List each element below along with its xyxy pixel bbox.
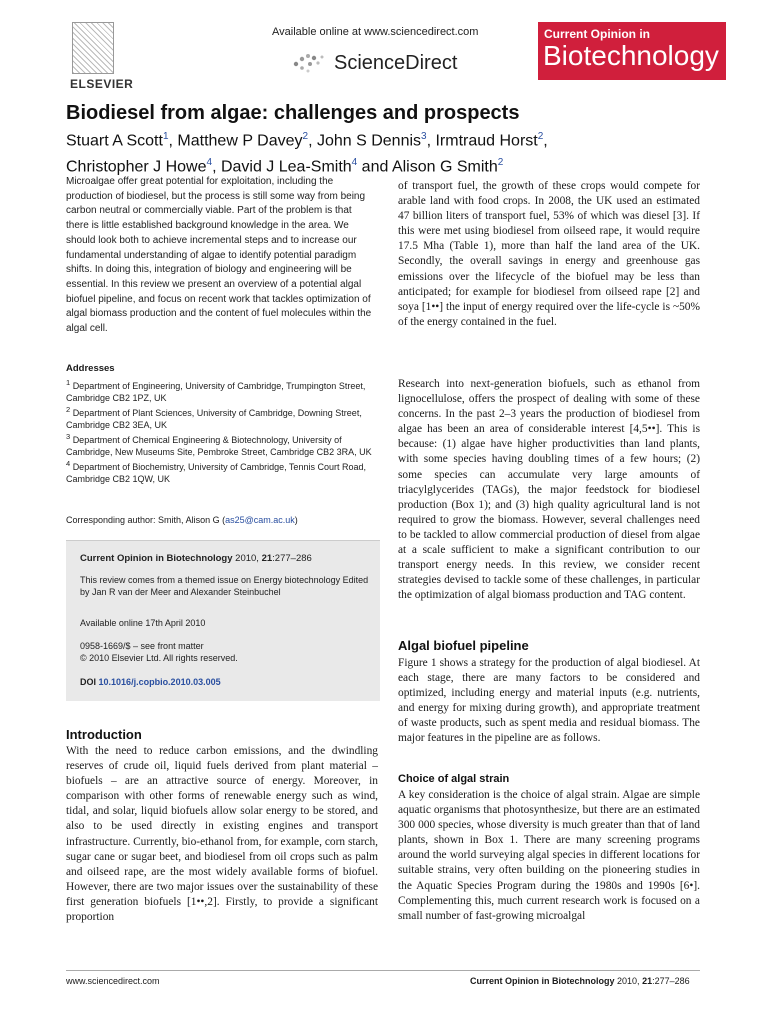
- addresses-list: [66, 377, 376, 485]
- introduction-heading: Introduction: [66, 727, 142, 742]
- author-line-2: Christopher J Howe$^4$, David J Lea-Smith$^4$ and Alison G Smith$^2$: [66, 157, 504, 176]
- address-item: $^4$ Department of Biochemistry, University of Cambridge, Tennis Court Road, Cambridge CB2 1QW, UK: [66, 459, 366, 484]
- citation-line: Current Opinion in Biotechnology 2010, 21:277–286: [80, 553, 312, 564]
- paragraph-transport-fuel: of transport fuel, the growth of these crops would compete for arable land with food crops. In 2008, the UK used an estimated 47 billion liters of transport fuel, 53% of which was diesel [3]. If this were met using biodiesel from oilseed rape, it would require 17.5 Mha (Table 1), more than half the land area of the UK. Secondly, the overall savings in energy and greenhouse gas emissions over the lifecycle of the biofuel may be less than anticipated; for example for biodiesel from oilseed rape [2] and soya [1••] the input of energy required over the life-cycle is ~50% of the energy contained in the fuel.: [398, 180, 700, 328]
- author-affiliation[interactable]: 4: [351, 157, 358, 169]
- author-list: [66, 126, 706, 179]
- footer-url[interactable]: www.sciencedirect.com: [66, 976, 160, 986]
- author-name: Stuart A Scott: [66, 132, 163, 150]
- corresponding-email-link[interactable]: as25@cam.ac.uk: [225, 515, 295, 525]
- sciencedirect-dots-icon: [290, 52, 330, 74]
- address-item: $^3$ Department of Chemical Engineering & Biotechnology, University of Cambridge, New Museums Site, Pembroke Street, Cambridge CB2 3RA, UK: [66, 432, 372, 457]
- addresses-heading: Addresses: [66, 363, 115, 374]
- themed-issue-text: This review comes from a themed issue on Energy biotechnology Edited by Jan R van der Meer and Alexander Steinbuchel: [80, 575, 369, 597]
- introduction-text: With the need to reduce carbon emissions, and the dwindling reserves of crude oil, liquid fuels derived from plant material – biofuels – are an attractive source of energy. Moreover, in comparison with other forms of renewable energy such as wind, tidal, and solar, liquid biofuels allow solar energy to be stored, and also to be used directly in existing engines and transport infrastructure. Currently, bio-ethanol from, for example, corn starch, sugar cane or sugar beet, and biodiesel from oil crops such as palm and oilseed rape, are the most widely available forms of biofuel. However, there are two major issues over the sustainability of these first generation biofuels [1••,2]. Firstly, to provide a significant proportion: [66, 745, 378, 924]
- author-name: Matthew P Davey: [177, 132, 303, 150]
- doi-link[interactable]: 10.1016/j.copbio.2010.03.005: [98, 677, 221, 687]
- author-affiliation[interactable]: 2: [537, 131, 544, 142]
- author-line-1: Stuart A Scott$^1$, Matthew P Davey$^2$, John S Dennis$^3$, Irmtraud Horst$^2$,: [66, 131, 548, 150]
- author-affiliation[interactable]: 1: [162, 131, 169, 142]
- author-name: Irmtraud Horst: [435, 132, 538, 150]
- doi-line: DOI 10.1016/j.copbio.2010.03.005: [80, 677, 221, 687]
- elsevier-tree-logo: [72, 22, 114, 74]
- footer-rule: [66, 970, 700, 971]
- pipeline-text: Figure 1 shows a strategy for the production of algal biodiesel. At each stage, there are many factors to be considered and optimized, including energy and material inputs (e.g. nutrients, and energy for mixing during growth), and appropriate treatment of waste products, such as spent media and residual biomass. The major features in the pipeline are as follows.: [398, 657, 700, 745]
- pipeline-heading: Algal biofuel pipeline: [398, 638, 529, 653]
- journal-banner-line2: Biotechnology: [543, 40, 719, 71]
- paragraph-next-generation: Research into next-generation biofuels, such as ethanol from lignocellulose, offers the prospect of dealing with some of these concerns. In the past 2–3 years the production of biodiesel from algae has been an area of considerable interest [4,5••]. This is because: (1) algae have higher productivities than land plants, with some species having doubling times of a few hours; (2) some species can accumulate very large amounts of triacylglycerides (TAGs), the major feedstock for biodiesel production (Box 1); and (3) high quality agricultural land is not required to grow the biomass. However, several challenges need to be tackled to allow commercial production of diesel from algae at a scale sufficient to make a significant contribution to our transport energy needs. In this review, we consider recent strategies devised to tackle some of these challenges, in particular the optimization of algal biomass production and TAG content.: [398, 378, 700, 602]
- address-item: $^1$ Department of Engineering, University of Cambridge, Trumpington Street, Cambridge CB2 1PZ, UK: [66, 378, 366, 403]
- journal-banner-line1: Current Opinion in: [544, 27, 650, 41]
- sciencedirect-logo-text: ScienceDirect: [334, 52, 458, 74]
- author-name: David J Lea-Smith: [220, 158, 352, 176]
- footer-citation: Current Opinion in Biotechnology 2010, 21:277–286: [470, 976, 690, 986]
- strain-text: A key consideration is the choice of algal strain. Algae are simple aquatic organisms that photosynthesize, but there are an estimated 300 000 species, whose diversity is much greater than that of land plants, shown in Box 1. There are many screening programs around the world surveying algal species in different locations for suitable strains, very often building on the pioneering studies in the Aquatic Species Program during the 1980s and 1990s [6•]. Complementing this, much current research work is focused on a small number of fast-growing microalgal: [398, 789, 700, 922]
- issn-copyright: 0958-1669/$ – see front matter © 2010 Elsevier Ltd. All rights reserved.: [80, 641, 238, 663]
- available-online-date: Available online 17th April 2010: [80, 618, 206, 628]
- author-affiliation[interactable]: 2: [497, 157, 504, 169]
- author-affiliation[interactable]: 2: [302, 131, 309, 142]
- abstract: Microalgae offer great potential for exploitation, including the production of biodiesel, but the process is still some way from being carbon neutral or commercially viable. Part of the problem is that there is little established background knowledge in the area. We should look both to achieve incremental steps and to increase our fundamental understanding of algae to identify potential paradigm shifts. In doing this, integration of biology and engineering will be essential. In this review we present an overview of a potential algal biofuel pipeline, and focus on recent work that tackles optimization of algal biomass production and the content of fuel molecules within the algal cell.: [66, 176, 372, 335]
- author-name: Christopher J Howe: [66, 158, 207, 176]
- address-item: $^2$ Department of Plant Sciences, University of Cambridge, Downing Street, Cambridge CB2 3EA, UK: [66, 405, 362, 430]
- corresponding-author: Corresponding author: Smith, Alison G (as25@cam.ac.uk): [66, 515, 298, 525]
- strain-subheading: Choice of algal strain: [398, 773, 510, 785]
- publisher-name: ELSEVIER: [70, 77, 134, 91]
- available-online-text[interactable]: Available online at www.sciencedirect.com: [272, 26, 479, 38]
- author-name: John S Dennis: [316, 132, 422, 150]
- article-info-box: [66, 540, 380, 701]
- journal-banner: [538, 22, 726, 80]
- author-name: Alison G Smith: [391, 158, 498, 176]
- author-affiliation[interactable]: 3: [421, 131, 427, 142]
- author-affiliation[interactable]: 4: [206, 157, 213, 169]
- article-title: Biodiesel from algae: challenges and prospects: [66, 102, 520, 124]
